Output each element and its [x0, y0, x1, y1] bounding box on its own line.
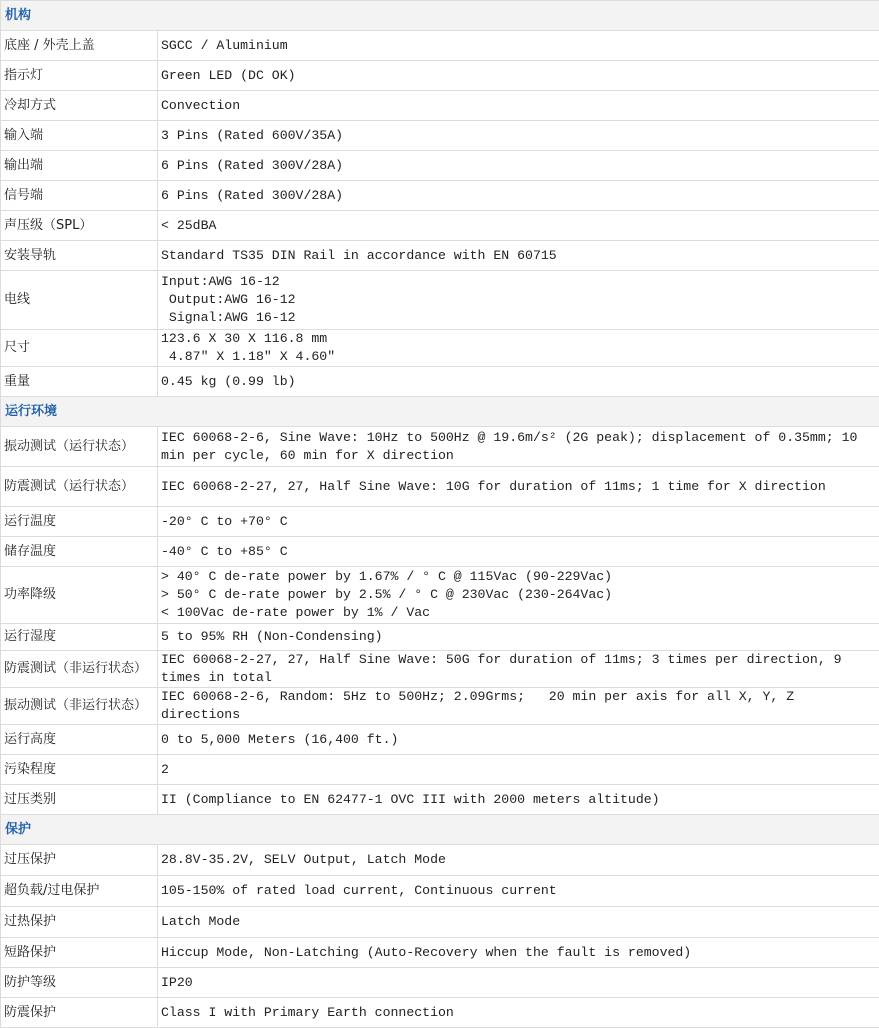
row-label: 过热保护	[1, 907, 158, 938]
row-label: 指示灯	[1, 61, 158, 91]
row-value: 6 Pins (Rated 300V/28A)	[158, 181, 879, 211]
table-row	[1, 651, 879, 688]
table-row	[1, 537, 879, 567]
row-label: 电线	[1, 271, 158, 330]
row-value: IEC 60068-2-27, 27, Half Sine Wave: 10G for duration of 11ms; 1 time for X direction	[158, 467, 879, 507]
row-value: 28.8V-35.2V, SELV Output, Latch Mode	[158, 845, 879, 876]
row-value: IEC 60068-2-6, Random: 5Hz to 500Hz; 2.09Grms; 20 min per axis for all X, Y, Z directions	[158, 688, 879, 725]
row-label: 防震测试（运行状态）	[1, 467, 158, 507]
row-value: Class I with Primary Earth connection	[158, 998, 879, 1028]
row-value: 3 Pins (Rated 600V/35A)	[158, 121, 879, 151]
table-row	[1, 61, 879, 91]
row-label: 防震保护	[1, 998, 158, 1028]
row-label: 声压级（SPL）	[1, 211, 158, 241]
row-label: 过压保护	[1, 845, 158, 876]
table-row	[1, 211, 879, 241]
row-label: 运行湿度	[1, 624, 158, 651]
row-value: 6 Pins (Rated 300V/28A)	[158, 151, 879, 181]
row-label: 重量	[1, 367, 158, 397]
row-label: 运行温度	[1, 507, 158, 537]
row-value: 0 to 5,000 Meters (16,400 ft.)	[158, 725, 879, 755]
row-label: 污染程度	[1, 755, 158, 785]
row-value: II (Compliance to EN 62477-1 OVC III with 2000 meters altitude)	[158, 785, 879, 815]
row-value: 105-150% of rated load current, Continuous current	[158, 876, 879, 907]
row-label: 超负载/过电保护	[1, 876, 158, 907]
row-value: 5 to 95% RH (Non-Condensing)	[158, 624, 879, 651]
table-row	[1, 181, 879, 211]
row-label: 输出端	[1, 151, 158, 181]
row-value: > 40° C de-rate power by 1.67% / ° C @ 115Vac (90-229Vac) > 50° C de-rate power by 2.5% / ° C @ 230Vac (230-264Vac) < 100Vac de-rate power by 1% / Vac	[158, 567, 879, 624]
table-row	[1, 624, 879, 651]
table-row	[1, 567, 879, 624]
row-value: 2	[158, 755, 879, 785]
section-title: 保护	[1, 815, 879, 845]
table-row	[1, 467, 879, 507]
table-row	[1, 271, 879, 330]
table-row	[1, 785, 879, 815]
row-value: IEC 60068-2-27, 27, Half Sine Wave: 50G for duration of 11ms; 3 times per direction, 9 times in total	[158, 651, 879, 688]
table-row	[1, 121, 879, 151]
table-row	[1, 91, 879, 121]
row-label: 底座 / 外壳上盖	[1, 31, 158, 61]
table-row	[1, 151, 879, 181]
row-label: 尺寸	[1, 330, 158, 367]
row-value: 123.6 X 30 X 116.8 mm 4.87″ X 1.18″ X 4.60″	[158, 330, 879, 367]
row-value: -20° C to +70° C	[158, 507, 879, 537]
table-row	[1, 31, 879, 61]
row-value: Green LED (DC OK)	[158, 61, 879, 91]
spec-table-body	[1, 1, 879, 1028]
table-row	[1, 427, 879, 467]
row-value: Hiccup Mode, Non-Latching (Auto-Recovery when the fault is removed)	[158, 938, 879, 968]
row-label: 振动测试（非运行状态）	[1, 688, 158, 725]
table-row	[1, 845, 879, 876]
row-label: 冷却方式	[1, 91, 158, 121]
row-label: 输入端	[1, 121, 158, 151]
table-row	[1, 725, 879, 755]
row-value: Convection	[158, 91, 879, 121]
table-row	[1, 938, 879, 968]
row-value: Standard TS35 DIN Rail in accordance with EN 60715	[158, 241, 879, 271]
row-label: 过压类别	[1, 785, 158, 815]
row-value: IEC 60068-2-6, Sine Wave: 10Hz to 500Hz @ 19.6m/s² (2G peak); displacement of 0.35mm; 10 min per cycle, 60 min for X direction	[158, 427, 879, 467]
table-row	[1, 907, 879, 938]
section-header-environment	[1, 397, 879, 427]
table-row	[1, 755, 879, 785]
table-row	[1, 367, 879, 397]
row-label: 储存温度	[1, 537, 158, 567]
table-row	[1, 507, 879, 537]
row-label: 信号端	[1, 181, 158, 211]
row-value: -40° C to +85° C	[158, 537, 879, 567]
row-value: Latch Mode	[158, 907, 879, 938]
row-value: < 25dBA	[158, 211, 879, 241]
section-header-protection	[1, 815, 879, 845]
table-row	[1, 330, 879, 367]
row-label: 防护等级	[1, 968, 158, 998]
row-label: 短路保护	[1, 938, 158, 968]
row-label: 振动测试（运行状态）	[1, 427, 158, 467]
row-value: Input:AWG 16-12 Output:AWG 16-12 Signal:AWG 16-12	[158, 271, 879, 330]
section-header-mechanism	[1, 1, 879, 31]
row-label: 运行高度	[1, 725, 158, 755]
table-row	[1, 968, 879, 998]
row-value: SGCC / Aluminium	[158, 31, 879, 61]
row-label: 安装导轨	[1, 241, 158, 271]
row-value: IP20	[158, 968, 879, 998]
row-label: 功率降级	[1, 567, 158, 624]
row-value: 0.45 kg (0.99 lb)	[158, 367, 879, 397]
table-row	[1, 241, 879, 271]
row-label: 防震测试（非运行状态）	[1, 651, 158, 688]
table-row	[1, 998, 879, 1028]
table-row	[1, 688, 879, 725]
section-title: 运行环境	[1, 397, 879, 427]
section-title: 机构	[1, 1, 879, 31]
table-row	[1, 876, 879, 907]
